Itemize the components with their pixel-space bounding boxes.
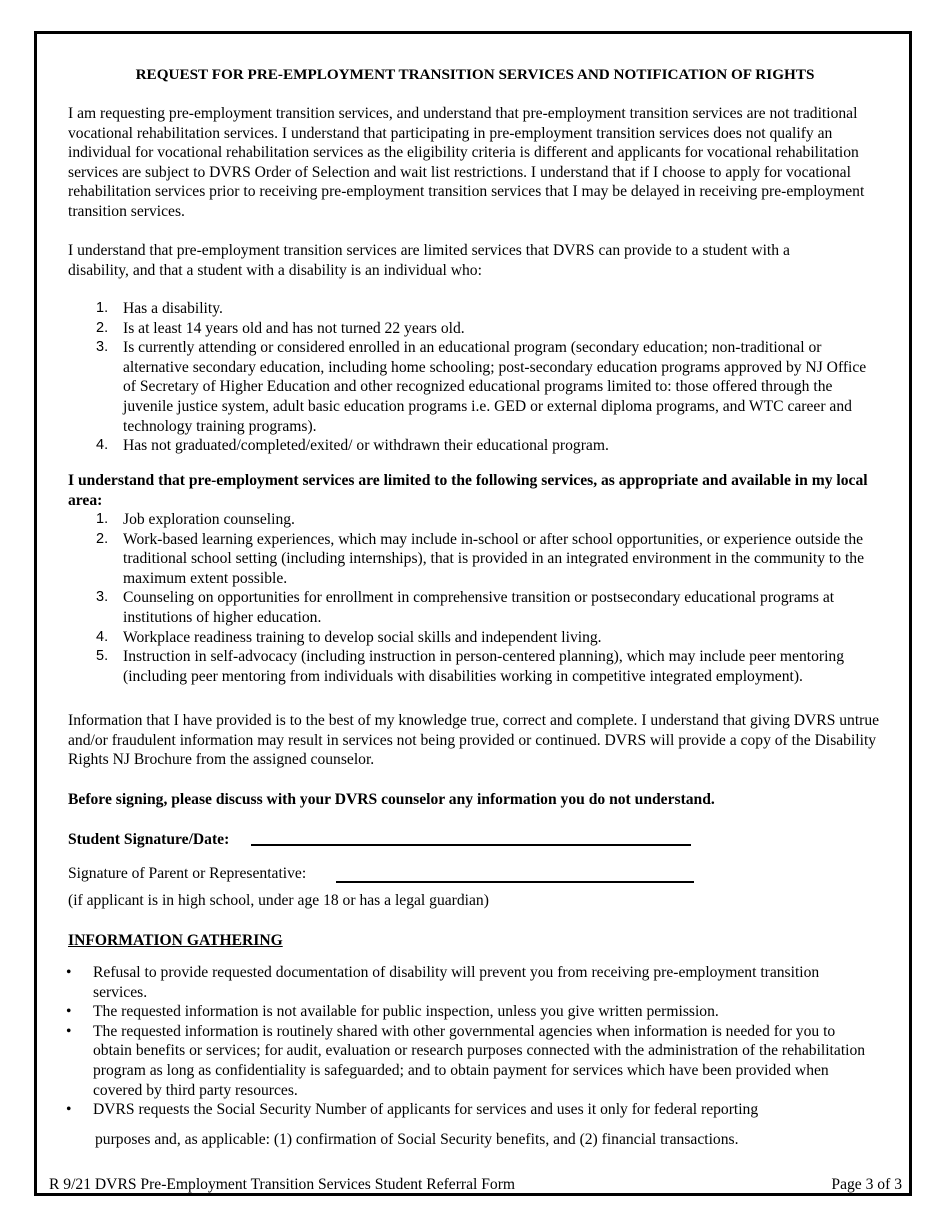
bullet-text: The requested information is routinely shared with other governmental agencies when information is needed for you to obtain benefits or services; for audit, evaluation or research purposes connected with the administration of the rehabilitation program as long as confidentiality is safeguarded; and to obtain payment for services which have been provided when covered by third party resources. [93,1022,866,1099]
list-number: 3. [96,589,109,606]
list-number: 3. [96,339,109,356]
info-bullet-item [66,1002,876,1022]
bullet-text: The requested information is not available for public inspection, unless you give written permission. [93,1003,719,1021]
intro-paragraph: I am requesting pre-employment transition services, and understand that pre-employment transition services are not traditional vocational rehabilitation services. I understand that participating in pre-employment transition services does not qualify an individual for vocational rehabilitation services as the eligibility criteria is different and applicants for vocational rehabilitation services are subject to DVRS Order of Selection and wait list restrictions. I understand that if I choose to apply for vocational rehabilitation services prior to receiving pre-employment transition services that I may be delayed in receiving pre-employment transition services. [68,105,865,220]
list-number: 2. [96,319,109,336]
criteria-item [68,338,876,436]
parent-signature-label: Signature of Parent or Representative: [68,865,307,882]
page-title: REQUEST FOR PRE-EMPLOYMENT TRANSITION SERVICES AND NOTIFICATION OF RIGHTS [135,66,815,83]
services-heading: I understand that pre-employment services are limited to the following services, as appropriate and available in my local area: [68,472,868,509]
service-item [68,628,876,648]
list-item-text: Work-based learning experiences, which may include in-school or after school opportunities, or experience outside the traditional school setting (including internships), that is provided in an integrated environment in the community to the maximum extent possible. [123,530,864,587]
service-item [68,647,876,686]
before-signing-notice: Before signing, please discuss with your DVRS counselor any information you do not understand. [68,791,715,808]
bullet-icon: • [66,1101,72,1119]
criteria-item [68,299,876,319]
list-item-text: Has a disability. [123,300,223,317]
service-item [68,588,876,627]
services-list [68,510,876,686]
list-item-text: Job exploration counseling. [123,511,295,528]
list-item-text: Has not graduated/completed/exited/ or withdrawn their educational program. [123,437,609,455]
footer-page-number: Page 3 of 3 [831,1176,902,1193]
student-criteria-list [68,299,876,456]
bullet-text: Refusal to provide requested documentation of disability will prevent you from receiving pre-employment transition services. [93,964,820,1001]
list-number: 4. [96,437,109,454]
bullet-text: DVRS requests the Social Security Number of applicants for services and uses it only for federal reporting [93,1101,759,1119]
info-bullet-item [66,1022,876,1100]
bullet-icon: • [66,1022,72,1040]
footer-form-name: R 9/21 DVRS Pre-Employment Transition Services Student Referral Form [49,1176,516,1193]
parent-signature-note: (if applicant is in high school, under age 18 or has a legal guardian) [68,892,489,909]
student-signature-label: Student Signature/Date: [68,831,230,848]
service-item [68,510,876,530]
criteria-item [68,319,876,339]
list-number: 5. [96,648,109,665]
service-item [68,530,876,589]
bullet-icon: • [66,1003,72,1021]
list-item-text: Counseling on opportunities for enrollment in comprehensive transition or postsecondary educational programs at institutions of higher education. [123,589,835,626]
student-definition-intro: I understand that pre-employment transition services are limited services that DVRS can provide to a student with a disability, and that a student with a disability is an individual who: [68,242,790,279]
list-number: 1. [96,300,109,316]
info-gathering-heading: INFORMATION GATHERING [68,932,283,949]
list-number: 4. [96,628,109,645]
list-item-text: Workplace readiness training to develop social skills and independent living. [123,628,602,646]
list-item-text: Is at least 14 years old and has not turned 22 years old. [123,319,465,337]
student-signature-line[interactable] [251,844,691,846]
bullet-icon: • [66,964,72,981]
info-gathering-list [66,963,876,1120]
parent-signature-line[interactable] [336,881,694,883]
info-gathering-continuation: purposes and, as applicable: (1) confirmation of Social Security benefits, and (2) financial transactions. [95,1131,739,1148]
criteria-item [68,436,876,456]
attestation-paragraph: Information that I have provided is to the best of my knowledge true, correct and complete. I understand that giving DVRS untrue and/or fraudulent information may result in services not being provided or continued. DVRS will provide a copy of the Disability Rights NJ Brochure from the assigned counselor. [68,712,880,769]
list-item-text: Is currently attending or considered enrolled in an educational program (secondary education; non-traditional or alternative secondary education, including home schooling; post-secondary education programs approved by NJ Office of Secretary of Higher Education and other recognized educational programs limited to: those offered through the juvenile justice system, adult basic education programs i.e. GED or external diploma programs, and WTC career and technology training programs). [123,339,867,435]
list-number: 2. [96,530,109,547]
info-bullet-item [66,963,876,1002]
info-bullet-item [66,1100,876,1120]
list-item-text: Instruction in self-advocacy (including instruction in person-centered planning), which may include peer mentoring (including peer mentoring from individuals with disabilities working in competitive integrated employment). [123,648,844,685]
list-number: 1. [96,511,109,527]
